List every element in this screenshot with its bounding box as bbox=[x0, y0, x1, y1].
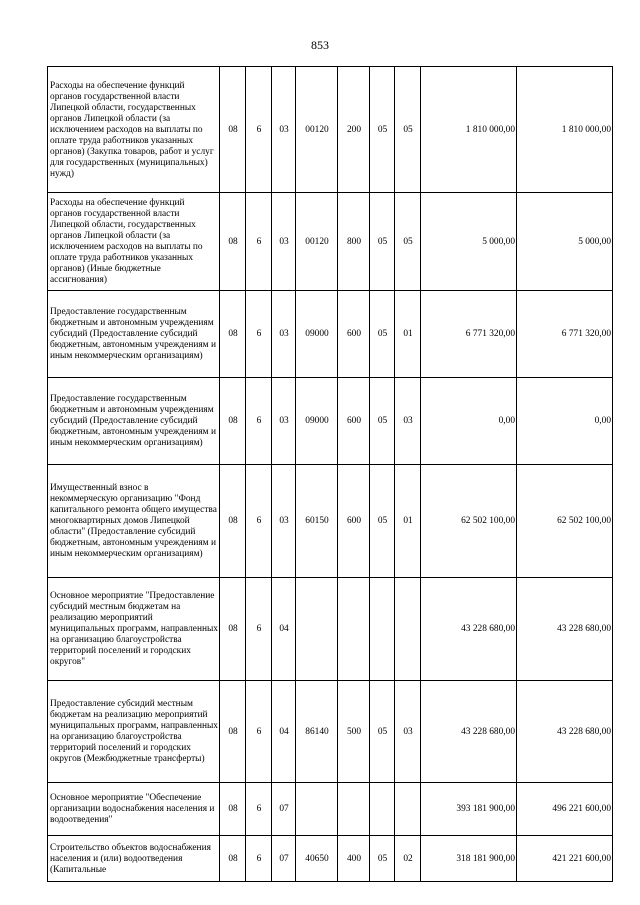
row-description: Предоставление субсидий местным бюджетам на реализацию мероприятий муниципальных программ, направленных на организацию благоустройства территорий поселений и городских округов (Межбюджетные трансферты) bbox=[48, 681, 220, 783]
code-cell: 600 bbox=[338, 378, 370, 465]
row-description: Предоставление государственным бюджетным и автономным учреждениям субсидий (Предоставление субсидий бюджетным, автономным учреждениям и иным некоммерческим организациям) bbox=[48, 291, 220, 378]
table-row bbox=[48, 193, 613, 291]
code-cell: 05 bbox=[395, 67, 421, 193]
amount-cell-1: 43 228 680,00 bbox=[421, 578, 517, 681]
code-cell: 07 bbox=[272, 783, 296, 836]
amount-cell-2: 5 000,00 bbox=[517, 193, 613, 291]
row-description: Предоставление государственным бюджетным и автономным учреждениям субсидий (Предоставление субсидий бюджетным, автономным учреждениям и иным некоммерческим организациям) bbox=[48, 378, 220, 465]
code-cell: 08 bbox=[220, 67, 246, 193]
code-cell: 800 bbox=[338, 193, 370, 291]
code-cell: 08 bbox=[220, 578, 246, 681]
code-cell: 05 bbox=[370, 291, 395, 378]
code-cell: 04 bbox=[272, 578, 296, 681]
code-cell: 600 bbox=[338, 291, 370, 378]
amount-cell-2: 496 221 600,00 bbox=[517, 783, 613, 836]
code-cell bbox=[370, 783, 395, 836]
row-description: Расходы на обеспечение функций органов государственной власти Липецкой области, государственных органов Липецкой области (за исключением расходов на выплаты по оплате труда работников указанных органов) (Закупка товаров, работ и услуг для государственных (муниципальных) нужд) bbox=[48, 67, 220, 193]
table-row bbox=[48, 67, 613, 193]
code-cell bbox=[395, 783, 421, 836]
code-cell: 07 bbox=[272, 836, 296, 882]
code-cell: 08 bbox=[220, 193, 246, 291]
amount-cell-1: 62 502 100,00 bbox=[421, 465, 517, 578]
amount-cell-1: 1 810 000,00 bbox=[421, 67, 517, 193]
code-cell bbox=[296, 783, 338, 836]
code-cell bbox=[338, 783, 370, 836]
table-row bbox=[48, 465, 613, 578]
budget-table bbox=[47, 66, 613, 882]
code-cell: 6 bbox=[246, 291, 272, 378]
code-cell: 09000 bbox=[296, 378, 338, 465]
code-cell: 03 bbox=[272, 378, 296, 465]
amount-cell-1: 5 000,00 bbox=[421, 193, 517, 291]
code-cell: 500 bbox=[338, 681, 370, 783]
code-cell: 00120 bbox=[296, 67, 338, 193]
code-cell: 05 bbox=[370, 193, 395, 291]
code-cell: 08 bbox=[220, 783, 246, 836]
code-cell bbox=[296, 578, 338, 681]
code-cell: 08 bbox=[220, 836, 246, 882]
code-cell bbox=[395, 578, 421, 681]
table-row bbox=[48, 291, 613, 378]
code-cell: 08 bbox=[220, 378, 246, 465]
code-cell bbox=[338, 578, 370, 681]
row-description: Имущественный взнос в некоммерческую организацию "Фонд капитального ремонта общего имущества многоквартирных домов Липецкой области" (Предоставление субсидий бюджетным, автономным учреждениям и иным некоммерческим организациям) bbox=[48, 465, 220, 578]
amount-cell-1: 393 181 900,00 bbox=[421, 783, 517, 836]
amount-cell-2: 0,00 bbox=[517, 378, 613, 465]
code-cell: 03 bbox=[272, 67, 296, 193]
code-cell: 08 bbox=[220, 465, 246, 578]
table-row bbox=[48, 783, 613, 836]
amount-cell-2: 6 771 320,00 bbox=[517, 291, 613, 378]
code-cell: 05 bbox=[370, 378, 395, 465]
page-number: 853 bbox=[311, 38, 329, 52]
code-cell: 00120 bbox=[296, 193, 338, 291]
row-description: Основное мероприятие "Предоставление субсидий местным бюджетам на реализацию мероприятий муниципальных программ, направленных на организацию благоустройства территорий поселений и городских округов" bbox=[48, 578, 220, 681]
code-cell: 09000 bbox=[296, 291, 338, 378]
amount-cell-1: 43 228 680,00 bbox=[421, 681, 517, 783]
code-cell: 6 bbox=[246, 67, 272, 193]
amount-cell-2: 1 810 000,00 bbox=[517, 67, 613, 193]
code-cell: 86140 bbox=[296, 681, 338, 783]
code-cell: 40650 bbox=[296, 836, 338, 882]
code-cell: 400 bbox=[338, 836, 370, 882]
amount-cell-1: 318 181 900,00 bbox=[421, 836, 517, 882]
code-cell: 200 bbox=[338, 67, 370, 193]
code-cell: 600 bbox=[338, 465, 370, 578]
code-cell: 6 bbox=[246, 681, 272, 783]
code-cell: 04 bbox=[272, 681, 296, 783]
amount-cell-2: 62 502 100,00 bbox=[517, 465, 613, 578]
code-cell: 6 bbox=[246, 465, 272, 578]
amount-cell-2: 421 221 600,00 bbox=[517, 836, 613, 882]
amount-cell-1: 0,00 bbox=[421, 378, 517, 465]
amount-cell-2: 43 228 680,00 bbox=[517, 578, 613, 681]
code-cell: 02 bbox=[395, 836, 421, 882]
code-cell: 01 bbox=[395, 465, 421, 578]
code-cell: 03 bbox=[395, 378, 421, 465]
code-cell: 08 bbox=[220, 291, 246, 378]
code-cell: 03 bbox=[395, 681, 421, 783]
code-cell: 03 bbox=[272, 465, 296, 578]
code-cell bbox=[370, 578, 395, 681]
code-cell: 05 bbox=[370, 67, 395, 193]
code-cell: 05 bbox=[395, 193, 421, 291]
code-cell: 08 bbox=[220, 681, 246, 783]
amount-cell-1: 6 771 320,00 bbox=[421, 291, 517, 378]
code-cell: 6 bbox=[246, 783, 272, 836]
table-row bbox=[48, 681, 613, 783]
row-description: Расходы на обеспечение функций органов государственной власти Липецкой области, государственных органов Липецкой области (за исключением расходов на выплаты по оплате труда работников указанных органов) (Иные бюджетные ассигнования) bbox=[48, 193, 220, 291]
table-row bbox=[48, 378, 613, 465]
code-cell: 60150 bbox=[296, 465, 338, 578]
row-description: Строительство объектов водоснабжения населения и (или) водоотведения (Капитальные bbox=[48, 836, 220, 882]
code-cell: 6 bbox=[246, 836, 272, 882]
code-cell: 6 bbox=[246, 578, 272, 681]
code-cell: 03 bbox=[272, 291, 296, 378]
code-cell: 6 bbox=[246, 193, 272, 291]
row-description: Основное мероприятие "Обеспечение организации водоснабжения населения и водоотведения" bbox=[48, 783, 220, 836]
code-cell: 6 bbox=[246, 378, 272, 465]
code-cell: 03 bbox=[272, 193, 296, 291]
table-row bbox=[48, 836, 613, 882]
code-cell: 05 bbox=[370, 465, 395, 578]
amount-cell-2: 43 228 680,00 bbox=[517, 681, 613, 783]
table-row bbox=[48, 578, 613, 681]
code-cell: 01 bbox=[395, 291, 421, 378]
code-cell: 05 bbox=[370, 681, 395, 783]
code-cell: 05 bbox=[370, 836, 395, 882]
